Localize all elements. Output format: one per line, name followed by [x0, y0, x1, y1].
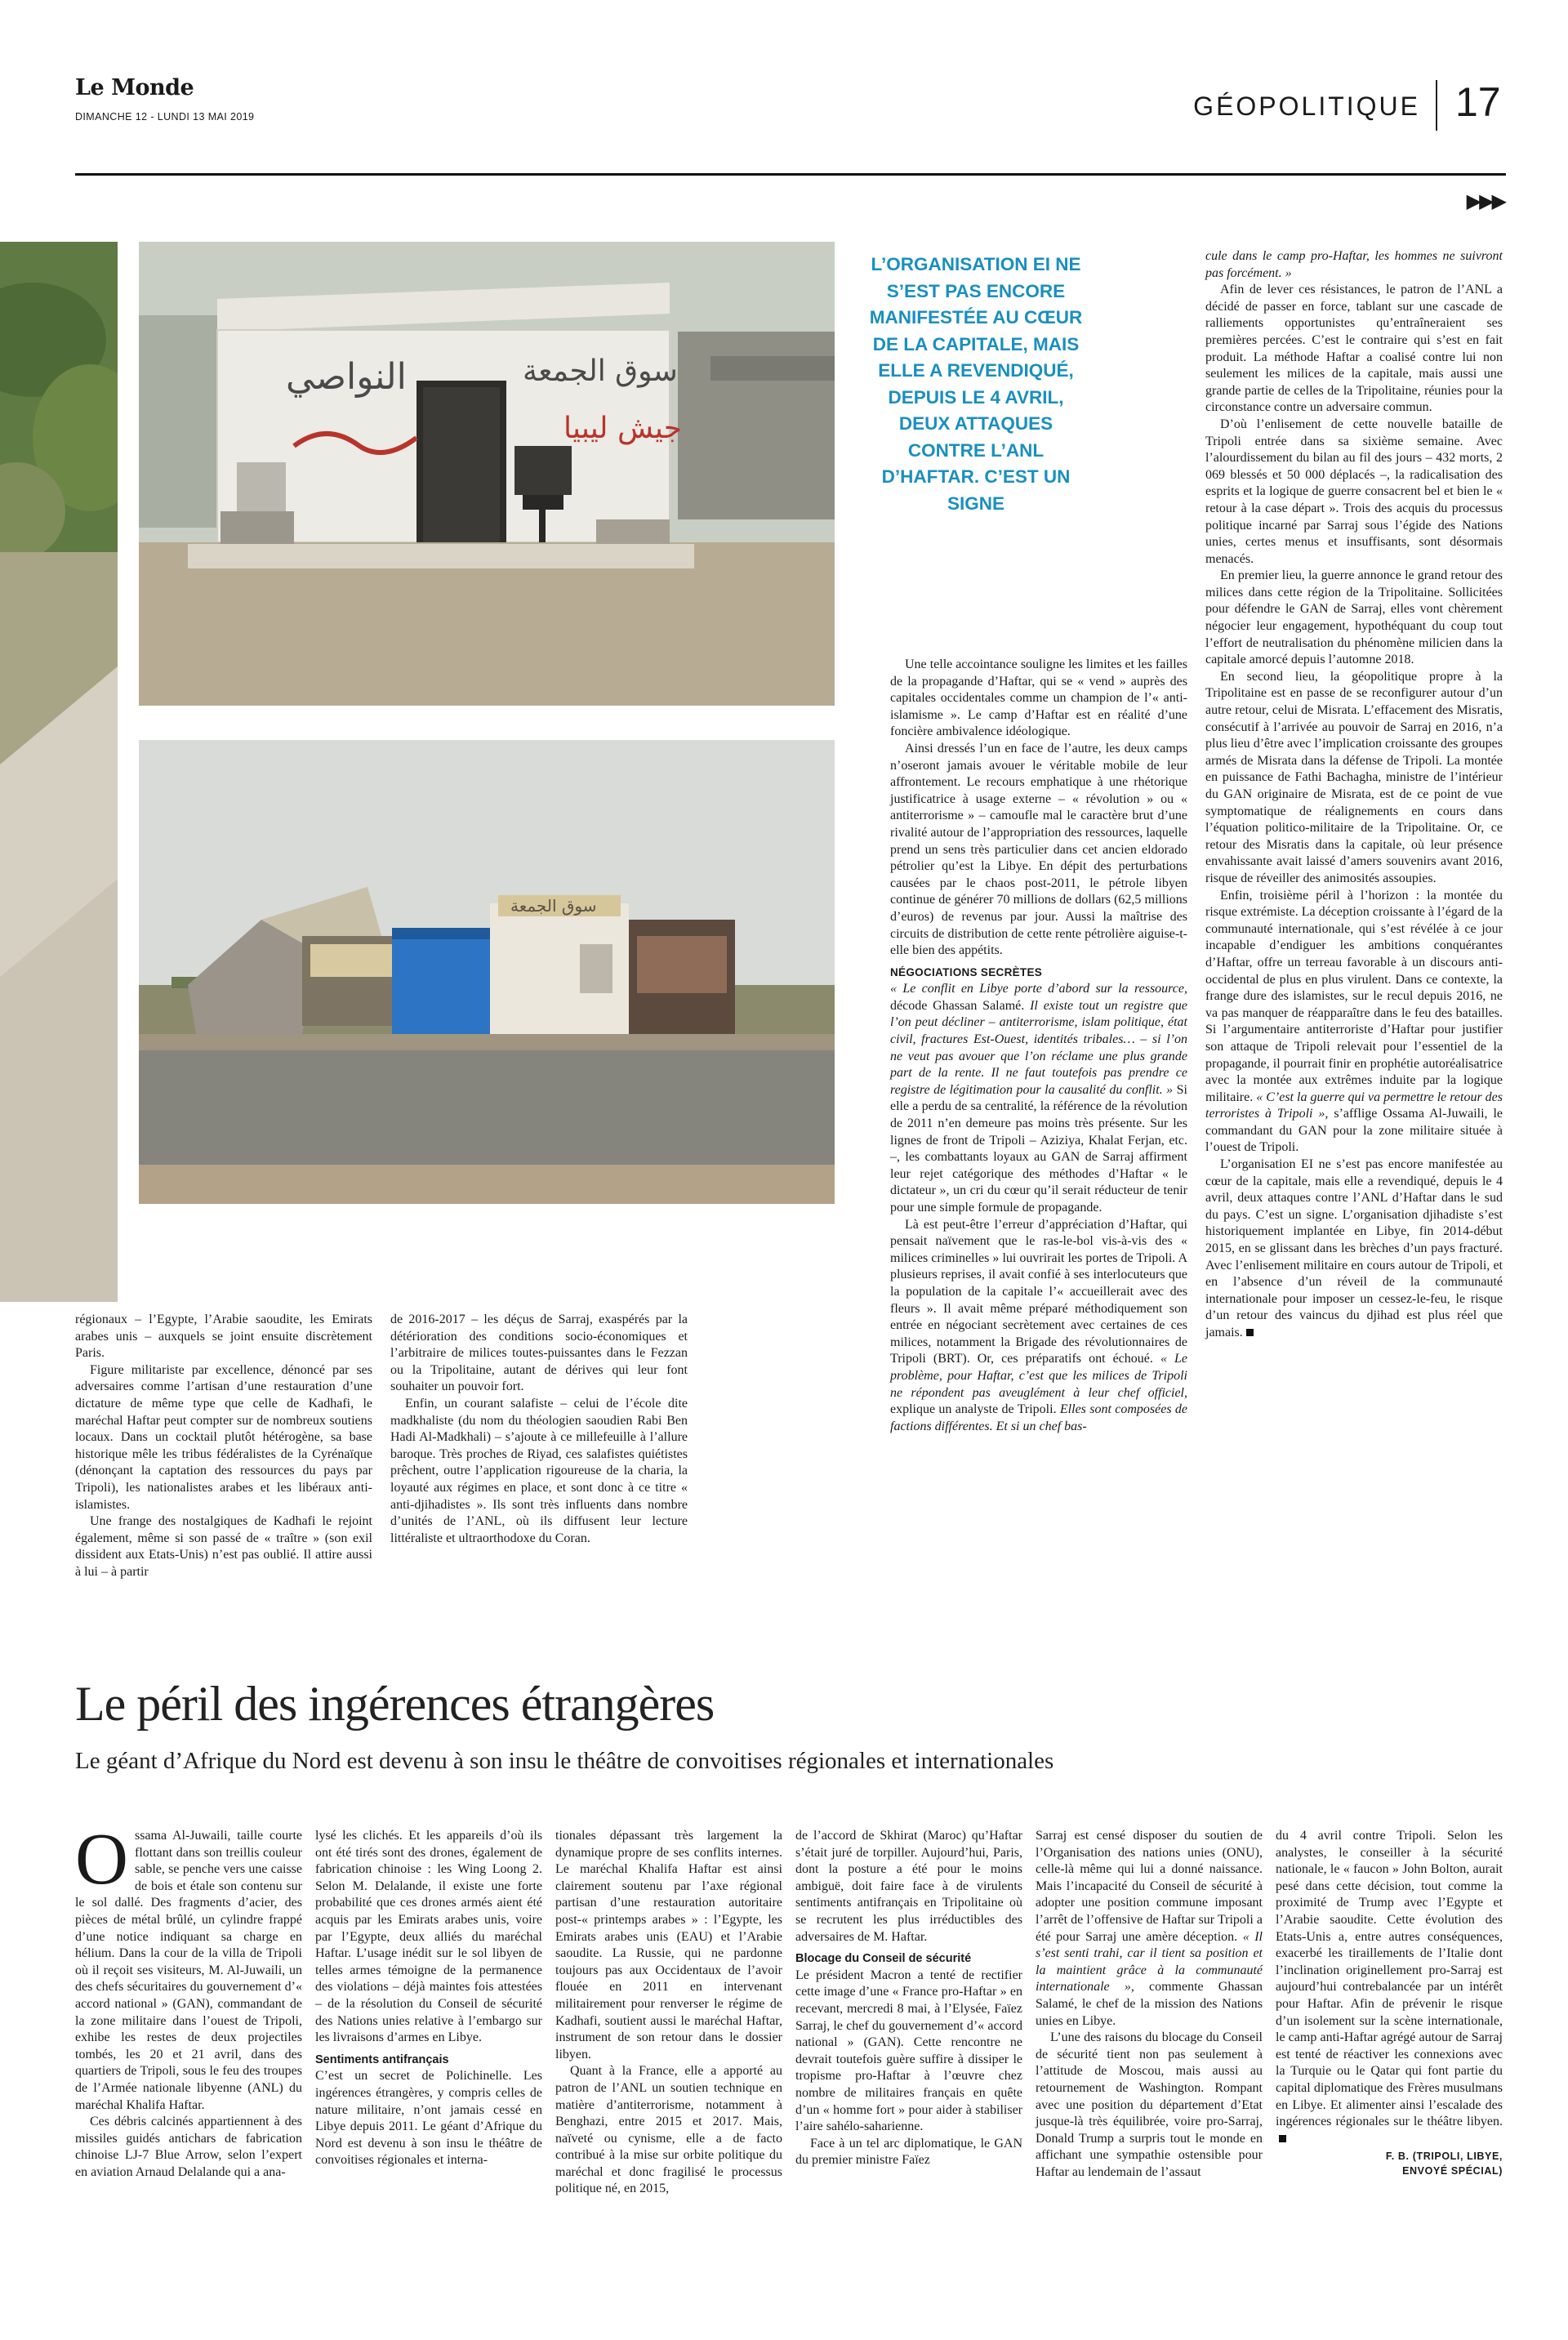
quote-text: « C’est la guerre qui va permettre le retour des terroristes à Tripoli », — [1205, 1090, 1503, 1121]
paragraph: Enfin, un courant salafiste – celui de l’école dite madkhaliste (du nom du théologien saoudien Rabi Ben Hadi Al-Madkhali) – s’ajoute à ce millefeuille à l’allure baroque. Très proches de Riyad, ces salafistes quiétistes prêchent, outre l’application rigoureuse de la charia, la loyauté aux régimes en place, et sont donc à ce titre « anti-djihadistes ». Ils sont très influents dans nombre d’unités de l’ANL, où ils diffusent leur lecture littéraliste et ultraorthodoxe du Coran. — [390, 1396, 688, 1545]
article-col-3 — [555, 1828, 782, 2198]
article-standfirst: Le géant d’Afrique du Nord est devenu à son insu le théâtre de convoitises régionales et internationales — [75, 1748, 1054, 1774]
text: Là est peut-être l’erreur d’appréciation d’Haftar, qui pensait naïvement que le ras-le-bol vis-à-vis des « milices criminelles » lui ouvrirait les portes de Tripoli. A plusieurs reprises, il avait confié à ses interlocuteurs que la population de la capitale l’« accueillerait avec des fleurs ». Il avait même préparé méthodiquement son entrée en négociant secrètement avec certaines de ces milices, notamment la Brigade des révolutionnaires de Tripoli (BRT). Or, ces préparatifs ont échoué. — [890, 1217, 1187, 1366]
text: du 4 avril contre Tripoli. Selon les analystes, le conseiller à la sécurité nationale, le « faucon » John Bolton, aurait pesé dans cette décision, tout comme la proximité de Trump avec l’Egypte et l’Arabie saoudite. Cette évolution des Etats-Unis a, entre autres conséquences, exacerbé les tiraillements de l’Italie dont l’inclination originellement pro-Sarraj est aujourd’hui contrebalancée par un intérêt pour Haftar. Afin de prévenir le risque d’un isolement sur la scène internationale, le camp anti-Haftar agrégé autour de Sarraj est tenté de réactiver les connexions avec la Turquie ou le Qatar qui font partie du capital diplomatique des Frères musulmans en Libye. Et alimenter ainsi l’escalade des ingérences régionales sur le théâtre libyen. — [1276, 1829, 1503, 2129]
paragraph — [1205, 1157, 1503, 1342]
paragraph: de l’accord de Skhirat (Maroc) qu’Haftar s’était juré de torpiller. Aujourd’hui, Paris, dont la posture a été pour le moins ambiguë, doit faire face à de virulents sentiments antifrançais en Tripolitaine où se recrutent les plus irréductibles des adversaires de M. Haftar. — [795, 1829, 1022, 1944]
top-col-4 — [1205, 248, 1503, 1342]
graffiti-left: النواصي — [286, 356, 407, 398]
paragraph: Face à un tel arc diplomatique, le GAN du premier ministre Faïez — [795, 2136, 1022, 2168]
photo-building-illustration — [139, 242, 835, 706]
subhead-sentiments: Sentiments antifrançais — [315, 2053, 449, 2066]
graffiti-red: جيش ليبيا — [564, 412, 682, 445]
photo-damaged-shops — [139, 740, 835, 1204]
header-divider — [1436, 80, 1437, 131]
byline — [1276, 2149, 1503, 2178]
paragraph: En second lieu, la géopolitique propre à la Tripolitaine est en passe de se reconfigurer autour d’un autre retour, celui de Misrata. L’effacement des Misratis, consécutif à l’arrivée au pouvoir de Sarraj en 2016, n’a plus lieu d’être avec l’implication croissante des groupes armés de Misrata dans la défense de Tripoli. La montée en puissance de Fathi Bachagha, ministre de l’intérieur du GAN originaire de Misrata, est de ce point de vue symptomatique de réalignements en cours dans l’équation politico-militaire de la Tripolitaine. Or, ce retour des Misratis dans la capitale, où leur présence envahissante avait laissé d’amers souvenirs avant 2016, risque de réveiller des animosités assoupies. — [1205, 669, 1503, 885]
article-col-5 — [1036, 1828, 1263, 2181]
paragraph — [1036, 1828, 1263, 2030]
photo-roadside-illustration — [0, 242, 118, 1302]
paragraph: En premier lieu, la guerre annonce le grand retour des milices dans cette région de la Tripolitaine. Sollicitées pour défendre le GAN de Sarraj, elles vont chèrement négocier leur engagement, hypothéquant du coup tout l’effort de neutralisation du phénomène milicien dans la capitale amorcé depuis l’automne 2018. — [1205, 568, 1503, 667]
paragraph — [890, 981, 1187, 1216]
quote-text: « Il s’est senti trahi, car il tient sa position et la maintient grâce à la communauté internationale », — [1036, 1929, 1263, 1995]
paragraph: régionaux – l’Egypte, l’Arabie saoudite, les Emirats arabes unis – auxquels se joint ensuite discrètement Paris. — [75, 1313, 372, 1361]
paragraph — [75, 1819, 302, 2114]
paragraph: Une telle accointance souligne les limites et les failles de la propagande d’Haftar, qui se « vend » auprès des capitales occidentales comme un champion de l’« anti-islamisme ». Le camp d’Haftar est en réalité d’une foncière ambivalence idéologique. — [890, 657, 1187, 739]
page-number: 17 — [1455, 79, 1501, 125]
paragraph: tionales dépassant très largement la dynamique propre de ses conflits internes. Le maréchal Khalifa Haftar est ainsi clairement soutenu par l’axe régional partisan d’une restauration autoritaire post-« printemps arabes » : l’Egypte, les Emirats arabes unis (EAU) et l’Arabie saoudite. La Russie, qui ne pardonne toujours pas aux Occidentaux de l’avoir flouée en 2011 en intervenant militairement pour renverser le régime de Kadhafi, soutient aussi le maréchal Haftar, instrument de son retour dans le dossier libyen. — [555, 1829, 782, 2061]
byline-line-1: F. B. (TRIPOLI, LIBYE, — [1385, 2151, 1503, 2163]
end-mark-icon — [1246, 1329, 1254, 1336]
paragraph: D’où l’enlisement de cette nouvelle bataille de Tripoli entrée dans sa sixième semaine. Avec l’alourdissement du bilan au fil des jours – 432 morts, 2 069 blessés et 50 000 déplacés –, la radicalisation des esprits et la logique de guerre consacrent bel et bien le « retour à la case départ ». Trois des acquis du processus politique incarné par Sarraj sous l’égide des Nations unies, certes menus et insuffisants, sont désormais menacés. — [1205, 417, 1503, 566]
issue-date: DIMANCHE 12 - LUNDI 13 MAI 2019 — [75, 111, 255, 123]
header-rule — [75, 173, 1506, 176]
graffiti-right: سوق الجمعة — [523, 354, 678, 388]
masthead-logo[interactable]: Le Monde — [75, 75, 194, 100]
text: s’afflige Ossama Al-Juwaili, le commandant du GAN pour la zone militaire située à l’ouest de Tripoli. — [1205, 1107, 1503, 1155]
byline-line-2: ENVOYÉ SPÉCIAL) — [1402, 2165, 1503, 2177]
top-col-1 — [75, 1312, 372, 1581]
paragraph — [1205, 888, 1503, 1157]
subhead-negociations: NÉGOCIATIONS SECRÈTES — [890, 965, 1043, 978]
text: explique un analyste de Tripoli. — [890, 1402, 1060, 1417]
paragraph: Ces débris calcinés appartiennent à des missiles guidés antichars de fabrication chinoise LJ-7 Blue Arrow, selon l’expert en aviation Arnaud Delalande qui a ana- — [75, 2115, 302, 2179]
paragraph: Figure militariste par excellence, dénoncé par ses adversaires comme l’artisan d’une restauration d’une dictature de même type que celle de Kadhafi, le maréchal Haftar peut compter sur de nombreux soutiens locaux. Dans un cocktail plutôt hétérogène, sa base historique mêle les tribus fédéralistes de la Cyrénaïque (dénonçant la captation des ressources du pays par Tripoli), les nationalistes arabes et les libéraux anti-islamistes. — [75, 1362, 372, 1512]
quote-text: Elles sont composées de factions différentes. Et si un chef bas- — [890, 1402, 1188, 1433]
paragraph: cule dans le camp pro-Haftar, les hommes ne suivront pas forcément. » — [1205, 249, 1503, 280]
article-col-1 — [75, 1819, 302, 2181]
text: décode Ghassan Salamé. — [890, 998, 1031, 1013]
paragraph: Ainsi dressés l’un en face de l’autre, les deux camps n’oseront jamais avouer le véritable mobile de leur affrontement. Le recours emphatique à une rhétorique justificatrice à usage externe – « révolution » ou « antiterrorisme » – camoufle mal le caractère brut d’une rivalité autour de l’appropriation des ressources, laquelle prend un sens très particulier dans cet ancien eldorado pétrolier qu’est la Libye. En dépit des perturbations causées par le chaos post-2011, le pétrole libyen continue de générer 70 millions de dollars (62,5 millions d’euros) de revenus par jour. Aussi la maîtrise des circuits de distribution de cette rente pétrolière aiguise-t-elle bien des appétits. — [890, 741, 1187, 958]
paragraph: de 2016-2017 – les déçus de Sarraj, exaspérés par la détérioration des conditions socio-économiques et l’arbitraire de milices toutes-puissantes dans le Fezzan ou la Tripolitaine, autant de dérives qui leur font souhaiter un pouvoir fort. — [390, 1313, 688, 1394]
top-col-2 — [390, 1312, 688, 1547]
quote-text: « Le problème, pour Haftar, c’est que les milices de Tripoli ne répondent pas aveuglément à leur chef officiel, — [890, 1352, 1188, 1400]
text: commente Ghassan Salamé, le chef de la mission des Nations unies en Libye. — [1036, 1980, 1263, 2028]
text: Si elle a perdu de sa centralité, la référence de la révolution de 2011 n’en demeure pas moins très présente. Sur les lignes de front de Tripoli – Aziziya, Khalat Ferjan, etc. –, les combattants loyaux au GAN de Sarraj affirment leur rejet catégorique des méthodes d’Haftar « le dictateur », un cri du cœur qu’il serait réducteur de tenir pour une simple formule de propagande. — [890, 1082, 1187, 1215]
article-col-4 — [795, 1828, 1022, 2169]
paragraph: L’une des raisons du blocage du Conseil de sécurité tient non pas seulement à l’attitude de Moscou, mais aussi au retournement de Washington. Rompant avec une position du département d’Etat jusque-là très équilibrée, voire pro-Sarraj, Donald Trump a surpris tout le monde en affichant une sympathie ostensible pour Haftar au lendemain de l’assaut — [1036, 2030, 1263, 2179]
end-mark-icon — [1279, 2135, 1286, 2142]
quote-text: Il existe tout un registre que l’on peut décliner – antiterrorisme, islam politique, état civil, fractures Est-Ouest, identités tribales… – si l’on ne veut pas avouer que l’on réclame une plus grande part de la rente. Il ne faut toutefois pas prendre ce registre de légitimation pour la causalité du conflit. » — [890, 998, 1187, 1097]
paragraph: Une frange des nostalgiques de Kadhafi le rejoint également, même si son passé de « traître » (son exil dissident aux Etats-Unis) n’est pas oublié. Il attire aussi à lui – à partir — [75, 1514, 372, 1579]
top-col-3 — [890, 657, 1187, 1435]
article-headline: Le péril des ingérences étrangères — [75, 1677, 715, 1731]
continue-arrows-icon: ▶▶▶ — [1466, 189, 1504, 212]
photo-shops-illustration — [139, 740, 835, 1204]
paragraph — [1276, 1828, 1503, 2147]
text: L’organisation EI ne s’est pas encore manifestée au cœur de la capitale, mais elle a revendiqué, depuis le 4 avril, deux attaques contre l’ANL d’Haftar dans le sud du pays. C’est un signe. L’organisation djihadiste s’est historiquement implantée en Libye, fin 2014-début 2015, en se glissant dans les brèches d’un pays fracturé. Avec l’enlisement militaire en cours autour de Tripoli, et en l’absence d’un réveil de la communauté internationale pour imposer un cessez-le-feu, le risque d’un retour des vaincus du djihad est plus réel que jamais. — [1205, 1157, 1503, 1339]
photo-roadside-strip — [0, 242, 118, 1302]
subhead-blocage: Blocage du Conseil de sécurité — [795, 1952, 972, 1966]
paragraph — [890, 1217, 1187, 1436]
paragraph: C’est un secret de Polichinelle. Les ingérences étrangères, y compris celles de nature militaire, n’ont jamais cessé en Libye depuis 2011. Le géant d’Afrique du Nord est devenu à son insu le théâtre de convoitises régionales et interna- — [315, 2069, 542, 2168]
text: ssama Al-Juwaili, taille courte flottant dans son treillis couleur sable, se penche vers une caisse de bois et étale son contenu sur le sol dallé. Des fragments d’acier, des pièces de métal brûlé, un cylindre frappé d’une notice indiquant sa charge en hélium. Dans la cour de la villa de Tripoli où il reçoit ses visiteurs, M. Al-Juwaili, un des chefs sécuritaires du gouvernement d’« accord national » (GAN), commandant de la zone militaire dans l’ouest de Tripoli, exhibe les restes de deux projectiles tombés, les 20 et 21 avril, dans des quartiers de Tripoli, sous le feu des troupes de l’Armée nationale libyenne (ANL) du maréchal Khalifa Haftar. — [75, 1829, 302, 2112]
article-col-2 — [315, 1828, 542, 2169]
shop-sign: سوق الجمعة — [510, 896, 597, 916]
text: Enfin, troisième péril à l’horizon : la montée du risque extrémiste. La déception croissante à l’égard de la communauté internationale, qui s’est révélée à ce jour incapable d’endiguer les ambitions conquérantes d’Haftar, offre un terreau favorable à un discours anti-occidental de plus en plus virulent. Dans ce contexte, la frange dure des islamistes, sur le recul depuis 2016, ne va pas manquer de réapparaître dans le feu des batailles. Si l’argumentaire antiterroriste d’Haftar pour justifier son attaque de Tripoli relevait pour l’essentiel de la propagande, il pourrait finir en prophétie autoréalisatrice avec la montée aux extrêmes induite par la logique militaire. — [1205, 888, 1503, 1104]
paragraph: Quant à la France, elle a apporté au patron de l’ANL un soutien technique en matière d’antiterrorisme, notamment à Benghazi, entre 2015 et 2017. Mais, naïveté ou cynisme, elle a de facto contribué à la mise sur orbite politique du maréchal et donc fragilisé le processus politique né, en 2015, — [555, 2064, 782, 2196]
paragraph: Afin de lever ces résistances, le patron de l’ANL a décidé de passer en force, tablant sur une cascade de ralliements opportunistes qu’entraîneraient ses premières percées. C’est le contraire qui s’est en fait produit. La méthode Haftar a coalisé contre lui non seulement les milices de la capitale, mais aussi une grande partie de celles de la Tripolitaine, réunies pour la circonstance contre un adversaire commun. — [1205, 283, 1503, 415]
section-title: GÉOPOLITIQUE — [1193, 91, 1420, 121]
article-col-6 — [1276, 1828, 1503, 2178]
paragraph: Le président Macron a tenté de rectifier cette image d’une « France pro-Haftar » en recevant, mercredi 8 mai, à l’Elysée, Faïez Sarraj, le chef du gouvernement d’« accord national » (GAN). Cette rencontre ne devrait toutefois guère suffire à dissiper le tropisme pro-Haftar à l’œuvre chez nombre de militaires français en quête d’un « homme fort » pour aider à stabiliser l’aire sahélo-saharienne. — [795, 1968, 1022, 2134]
photo-abandoned-building — [139, 242, 835, 706]
pull-quote: L’ORGANISATION EI NE S’EST PAS ENCORE MANIFESTÉE AU CŒUR DE LA CAPITALE, MAIS ELLE A REVENDIQUÉ, DEPUIS LE 4 AVRIL, DEUX ATTAQUES CONTRE L’ANL D’HAFTAR. C’EST UN SIGNE — [869, 254, 1083, 514]
drop-cap: O — [75, 1819, 128, 1900]
paragraph: lysé les clichés. Et les appareils d’où ils ont été tirés sont des drones, également de fabrication chinoise : les Wing Loong 2. Selon M. Delalande, il existe une forte probabilité que ces drones armés aient été acquis par les Emirats arabes unis, voire par l’Egypte, deux alliés du maréchal Haftar. L’usage inédit sur le sol libyen de telles armes témoigne de la permanence des violations – déjà maintes fois attestées – de la résolution du Conseil de sécurité des Nations unies relative à l’embargo sur les livraisons d’armes en Libye. — [315, 1829, 542, 2045]
quote-text: « Le conflit en Libye porte d’abord sur la ressource, — [890, 982, 1187, 996]
text: Sarraj est censé disposer du soutien de l’Organisation des nations unies (ONU), celle-là même qui lui a donné naissance. Mais l’incapacité du Conseil de sécurité à adopter une position commune imposant l’arrêt de l’offensive de Haftar sur Tripoli a été pour Sarraj une amère déception. — [1036, 1829, 1263, 1944]
